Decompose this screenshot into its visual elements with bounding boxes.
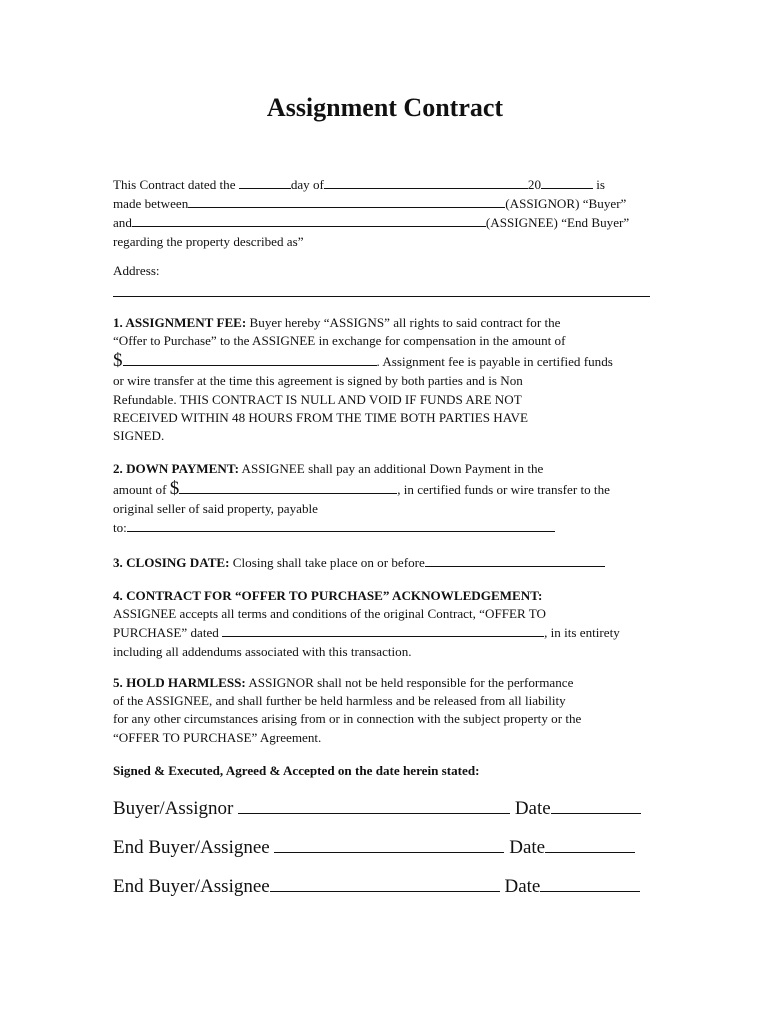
section-text: . Assignment fee is payable in certified funds [376, 354, 613, 370]
date-label: Date [499, 876, 541, 897]
intro-text: is [593, 177, 606, 192]
assignor-name-blank[interactable] [188, 194, 505, 208]
section-text: including all addendums associated with this transaction. [113, 643, 412, 659]
buyer-assignor-signature-blank[interactable] [238, 796, 510, 814]
intro-paragraph [113, 175, 653, 251]
section-heading: 2. DOWN PAYMENT: [113, 461, 239, 476]
offer-date-blank[interactable] [222, 623, 544, 637]
intro-line-2 [113, 194, 653, 213]
section-text: for any other circumstances arising from or in connection with the subject property or the [113, 711, 582, 727]
assignment-fee-blank[interactable] [123, 352, 377, 366]
signature-label: End Buyer/Assignee [113, 876, 270, 897]
signature-row-buyer-assignor [113, 796, 641, 820]
signature-label: End Buyer/Assignee [113, 837, 275, 858]
document-title: Assignment Contract [266, 93, 504, 122]
month-blank[interactable] [324, 175, 528, 189]
signed-statement: Signed & Executed, Agreed & Accepted on the date herein stated: [113, 763, 480, 778]
dollar-sign: $ [113, 350, 123, 372]
end-buyer-signature-blank-1[interactable] [274, 835, 504, 853]
closing-date-blank[interactable] [425, 553, 605, 567]
end-buyer-date-blank-1[interactable] [545, 835, 635, 853]
section-text: SIGNED. [113, 428, 165, 444]
section-text: or wire transfer at the time this agreement is signed by both parties and is Non [113, 373, 523, 389]
intro-line-3 [113, 213, 653, 232]
address-line[interactable] [113, 296, 650, 297]
dollar-sign: $ [169, 478, 180, 500]
section-down-payment [113, 460, 653, 538]
section-closing-date [113, 553, 653, 572]
payable-to-blank[interactable] [127, 518, 555, 532]
date-label: Date [510, 798, 551, 819]
year-blank[interactable] [541, 175, 593, 189]
section-text: PURCHASE” dated [113, 625, 223, 641]
section-text: “OFFER TO PURCHASE” Agreement. [113, 729, 322, 745]
down-payment-blank[interactable] [179, 480, 397, 494]
section-text: , in its entirety [544, 625, 620, 641]
end-buyer-signature-blank-2[interactable] [270, 874, 500, 892]
intro-text: day of [290, 177, 324, 192]
section-text: ASSIGNEE shall pay an additional Down Payment in the [238, 461, 544, 476]
section-text: original seller of said property, payable [113, 501, 318, 517]
section-heading: 1. ASSIGNMENT FEE: [113, 315, 247, 330]
end-buyer-date-blank-2[interactable] [540, 874, 640, 892]
intro-line-4: regarding the property described as” [113, 233, 304, 249]
assignee-name-blank[interactable] [132, 213, 486, 227]
section-text: amount of [113, 482, 170, 498]
section-heading: 3. CLOSING DATE: [113, 555, 230, 570]
section-text: Closing shall take place on or before [229, 555, 425, 570]
buyer-assignor-date-blank[interactable] [551, 796, 641, 814]
section-assignment-fee [113, 314, 653, 445]
intro-text: (ASSIGNOR) “Buyer” [505, 196, 627, 212]
section-text: Refundable. THIS CONTRACT IS NULL AND VOID IF FUNDS ARE NOT [113, 391, 522, 407]
intro-text: made between [113, 196, 189, 212]
section-text: ASSIGNOR shall not be held responsible for the performance [245, 675, 574, 690]
signature-label: Buyer/Assignor [113, 798, 239, 819]
section-hold-harmless [113, 674, 653, 747]
section-heading: 5. HOLD HARMLESS: [113, 675, 246, 690]
signature-row-end-buyer-2 [113, 874, 640, 898]
section-text: of the ASSIGNEE, and shall further be held harmless and be released from all liability [113, 693, 566, 709]
section-heading: 4. CONTRACT FOR “OFFER TO PURCHASE” ACKNOWLEDGEMENT: [113, 588, 543, 603]
section-text: ASSIGNEE accepts all terms and conditions of the original Contract, “OFFER TO [113, 606, 546, 622]
intro-text: 20 [527, 177, 541, 192]
intro-line-1 [113, 175, 653, 194]
section-text: “Offer to Purchase” to the ASSIGNEE in exchange for compensation in the amount of [113, 333, 566, 349]
address-label: Address: [113, 263, 160, 278]
date-label: Date [504, 837, 546, 858]
day-blank[interactable] [239, 175, 291, 189]
section-text: Buyer hereby “ASSIGNS” all rights to said contract for the [246, 315, 561, 330]
section-text: RECEIVED WITHIN 48 HOURS FROM THE TIME BOTH PARTIES HAVE [113, 409, 528, 425]
section-text: to: [113, 520, 127, 536]
intro-text: This Contract dated the [113, 177, 239, 192]
section-acknowledgement [113, 587, 653, 661]
intro-text: (ASSIGNEE) “End Buyer” [485, 215, 630, 231]
signature-row-end-buyer-1 [113, 835, 635, 859]
section-text: , in certified funds or wire transfer to the [397, 482, 610, 498]
intro-text: and [113, 215, 132, 231]
